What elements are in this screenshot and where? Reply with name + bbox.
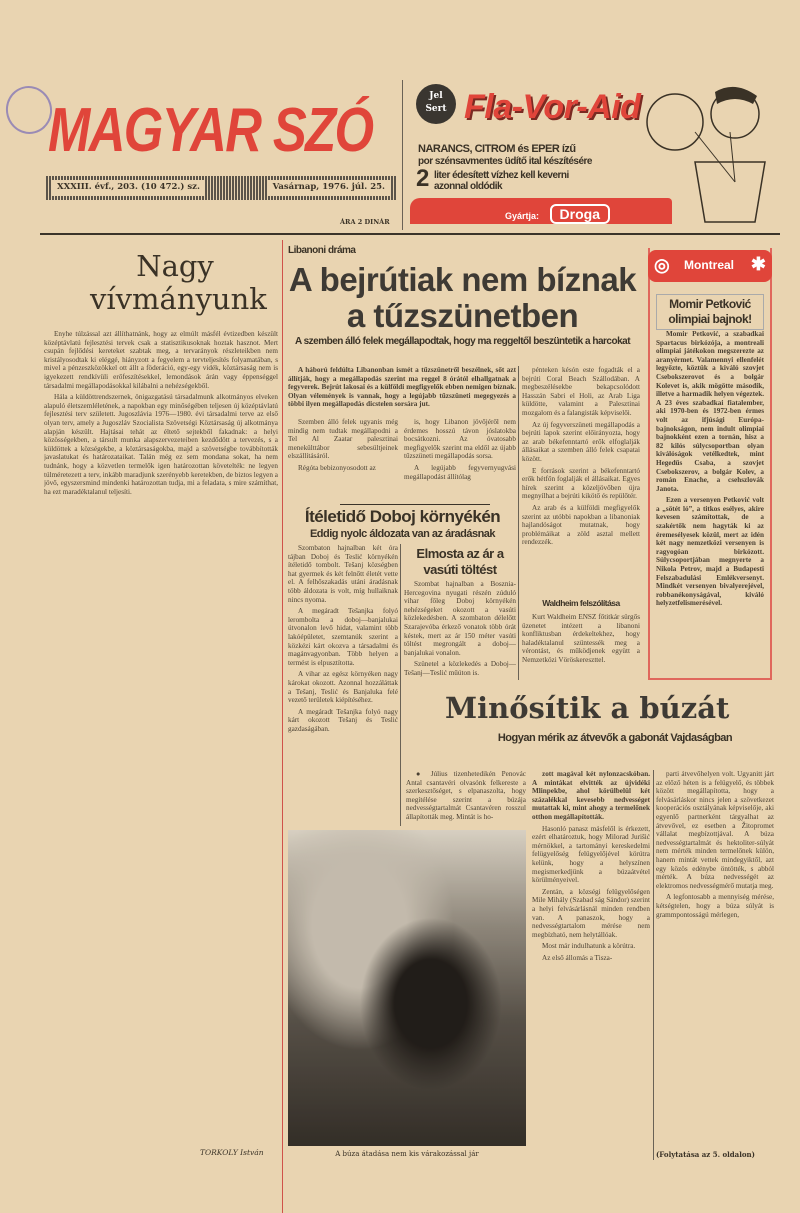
column-rule <box>282 240 283 1213</box>
montreal-banner <box>648 250 772 282</box>
photo-caption: A búza átadása nem kis várakozással jár <box>335 1150 479 1158</box>
lebanon-lead: A háború feldúlta Libanonban ismét a tűzszünetről beszélnek, sőt azt állítják, hogy a megállapodás szerint ma reggel 8 órától elhallgatnak a fegyverek. Bejrút lakosai és a külföldi megfigyelők ebben nemigen bíznak. Olyan vélemények is vannak, hogy a legújabb tűzszüneti megegyezés a többi ilyen megállapodás dicstelen sorsára jut. <box>288 366 516 409</box>
olympic-title: Momir Petković olimpiai bajnok! <box>656 294 764 330</box>
wheat-col1: ● Július tizenhetedikén Penovác Antal csantavéri olvasónk felkereste a szerkesztőséget, s elpanaszolta, hogy megítélése szerint a búzája nedvességtartalmát Csantavéren rosszul állapították meg. Mintát is ho- <box>406 770 526 821</box>
wheat-col2: zott magával két nylonzacskóban. A mintákat elvitték az újvidéki Mlinpekbe, ahol körülbelül két százalékkal kevesebb nedvességet mutattak ki, mint ahogy a termelőnek otthon megállapították. Hasonló panasz másfelől is érkezett, ezért elhatároztuk, hogy Milorad Jurišić mérnökkel, a tartományi kereskedelmi felügyelőség felügyelőjével körútra kelünk, hogy a helyszínen megismerkedjünk a búzaátvétel körülményeivel. Zentán, a községi felügyelőségen Mile Mihály (Szabad ság Sándor) szerint a helyi felvásárlásnál minden rendben van. A panaszok, hogy a nedvességtartalom mérése nem megbízható, nem helytállóak. Most már indulhatunk a körútra. Az első állomás a Tisza- <box>532 770 650 962</box>
wheat-delivery-photo <box>288 830 526 1146</box>
masthead-logo: MAGYAR SZÓ <box>48 96 373 165</box>
olympic-body: Momir Petković, a szabadkai Spartacus birkózója, a montreali olimpiai játékokon megszerezte az aranyérmet. Valamennyi ellenfelét legyőzte, köztük a kiváló szovjet Csebokszerovot és a bolgár Kolevet is, akik mögötte második, illetve a harmadik helyen végeztek. A 23 éves szabadkai fiatalember, aki 1970-ben és 1972-ben érmes volt az ifjúsági Európa-bajnokságon, nem indult olimpiai bajnokként ezen a tornán, hisz a 82 kilós súlycsoportban olyan kiválóságok vetélkedtek, mint Hegedűs Csaba, a szovjet Csebokszerov, a bolgár Kolev, a román Enache, a csehszlovák Janota. Ezen a versenyen Petković volt a „sötét ló”, a titkos esélyes, akire kevesen számítottak, de a szakértők nem hagyták ki az éremesélyesek közül, mert az idén két nagy nemzetközi versenyen is ragyogóan birkózott. Súlycsoportjában megnyerte a Nikola Petrov, majd a Budapesti Felszabadulási Emlékversenyt. Mindkét versenyen bivalyerejével, robbanékonyságával, kiváló helyzetfelismerésével. <box>656 330 764 608</box>
droga-logo: Droga <box>550 204 610 224</box>
price: ÁRA 2 DINÁR <box>340 218 390 226</box>
doboj-col2: Szombat hajnalban a Bosznia-Hercegovina nyugati részén zúduló vihar főleg Doboj környékén nehézségeket okozott a vasúti közlekedésben. A szombaton délelőtt Szarajevóba érkező vonatok több órát késtek, mert az ár 150 méter vasúti töltést megrongált a doboj—banjalukai vonalon. Szünetel a közlekedés a Doboj—Tešanj—Teslić műúton is. <box>404 580 516 677</box>
paragraph: Enyhe túlzással azt állíthatnánk, hogy az elmúlt másfél évtizedben készült középtávlatú fejlesztési tervek csak a statisztikusoknak hoztak hasznot. Mert csupán fejlődési kereteket szabtak meg, a tervarányok részleteikben nem kristályosodtak ki eléggé, hiányzott a fegyelem a tervteljesítés folyamatában, s mivel a pénzeszközökkel ott állt a föderáció, egy-egy vidék, köztársaság nem is igyekezett rendkívüli erőfeszítésekkel, lemondások árán vagy éppenséggel társadalmi megállapodásokkal kilábalni a nehézségekből. <box>44 330 278 390</box>
ad-number: 2 <box>416 165 429 192</box>
olympic-rings-icon: ◎ <box>654 255 670 275</box>
lebanon-col1: Szemben álló felek ugyanis még mindig nem tudtak megállapodni a Tel Al Zaatar palesztinai menekülttábor sebesültjeinek elszállításáról. Régóta bebizonyosodott az <box>288 418 398 472</box>
ad-line: NARANCS, CITROM és EPER ízű <box>418 143 576 155</box>
column-rule <box>653 770 654 1160</box>
wheat-deck: Hogyan mérik az átvevők a gabonát Vajdaságban <box>497 732 733 744</box>
doboj-deck: Eddig nyolc áldozata van az áradásnak <box>309 528 496 540</box>
continued-note: (Folytatása az 5. oldalon) <box>656 1150 755 1159</box>
section-rule <box>340 504 490 505</box>
paragraph: Hála a küldöttrendszernek, önigazgatású társadalmunk alkotmányos elveken alapuló életszemléletének, a napokban egy minőségében teljesen új középtávlatú fejlesztési terv született. Jugoszlávia 1976—1980. évi társadalmi terve az első olyan terv, amely a Jugoszláv Szocialista Szövetségi Köztársaság új alkotmánya alapján készült. Hajtásai tehát az éltető sejtekből fakadnak: a helyi közösségekben, a társult munka alapszervezeteiben kezdődött a tervezés, s a küldöttek a községekbe, a köztársaságokba, majd a szövetségbe továbbították javaslatukat és határozataikat. Talán még ez sem mondana sokat, ha nem tudnánk, hogy a közvetlen termelők igen határozottan követelték: ne legyen túlméretezett a terv, inkább maradjunk szerényebb keretekben, de biztos legyen a jövő, egyszersmind mindenki határozottan tudja, mi a feladata, s mire számíthat, ha ezt maradéktalanul teljesíti. <box>44 393 278 496</box>
issue-volume: XXXIII. évf., 203. (10 472.) sz. <box>52 180 205 196</box>
ad-line: azonnal oldódik <box>434 181 503 192</box>
author: TORKOLY István <box>200 1148 264 1157</box>
children-drinking-illustration <box>635 82 775 224</box>
masthead-rule <box>40 233 780 235</box>
issue-date: Vasárnap, 1976. júl. 25. <box>268 180 390 196</box>
column-rule <box>400 544 401 826</box>
lebanon-deck: A szemben álló felek megállapodtak, hogy ma reggeltől beszüntetik a harcokat <box>294 336 631 347</box>
left-article-title: Nagy vívmányunk <box>90 249 267 316</box>
column-rule <box>518 366 519 680</box>
flavoraid-advertisement <box>410 80 778 228</box>
lebanon-col3: pénteken késón este fogadták el a bejrúti Coral Beach Szállodában. A megbeszélésekbe bekapcsolódott Hasszán Sabri el Holi, az Arab Liga küldötte, valamint a Palesztinai mozgalom és a falangisták képviselői. Az új fegyverszüneti megállapodás a bejrúti lapok szerint előirányozta, hogy az arab békefenntartó erők elfoglalják állásaikat a szemben álló felek csapatai között. E források szerint a békefenntartó erők hétfőn foglalják el állásaikat. Egyes hírek szerint a közeljövőben újra megnyílhat a bejrúti kikötő és repülőtér. Az arab és a külföldi megfigyelők szerint az utóbbi napokban a libanoniak hajlandóságot mutatnak, hogy problémáikat a zöld asztal mellett rendezzék. <box>522 366 640 547</box>
doboj-col1: Szombaton hajnalban két óra tájban Doboj és Teslić környékén ítéletidő tombolt. Tešanj községben hat gyermek és két felnőtt életét vette el. A felhőszakadás utáni áradásnak több áldozata is volt, míg hullaiknak nincs nyoma. A megáradt Tešanjka folyó lerombolta a doboj—banjalukai útvonalon levő hidat, valamint több lakóépületet, szemtanúk szerint a közkézi kárt okozva a társadalmi és magánvagyonban. Több helyen a termést is elpusztította. A vihar az egész környéken nagy károkat okozott. Azonnal hozzáláttak a Tešanj, Teslić és Banjaluka felé vezető területek kiépítéséhez. A megáradt Tešanjka folyó nagy kárt okozott Tešanj és Teslić gazdaságában. <box>288 544 398 733</box>
lebanon-title: A bejrútiak nem bíznak a tűzszünetben <box>288 261 637 334</box>
maple-leaf-icon: ✱ <box>750 254 766 274</box>
lebanon-kicker: Libanoni dráma <box>288 245 356 256</box>
doboj-subhead: Elmosta az ár a vasúti töltést <box>416 546 504 577</box>
ad-line: por szénsavmentes üdítő ital készítésére <box>418 156 592 167</box>
waldheim-subhead: Waldheim felszólítása <box>542 598 620 608</box>
ad-line: liter édesített vízhez kell keverni <box>434 170 569 181</box>
montreal-label: Montreal <box>684 258 735 272</box>
brand-name: Fla-Vor-Aid <box>464 88 641 126</box>
issue-bar <box>46 176 396 200</box>
doboj-title: Ítéletidő Doboj környékén <box>304 507 501 526</box>
wheat-col3: parti átvevőhelyen volt. Ugyanitt járt az előző héten is a felügyelő, és többek között megállapította, hogy a felvásárláskor nincs jelen a szövetkezet kooperációs osztályának képviselője, aki egyenlő partnerként tárgyalhat az átvevővel, ez esetben a Žitopromet vállalat megbízottjával. A búza nedvességtartalmát és hektoliter-súlyát nem mérték minden termelőnek külön, hanem mintát vettek mindegyiktől, azt egy közös edénybe öntötték, s abból mérték. A búza nedvességét az elektromos nedvességmérő mutatja meg. A legfontosabb a mennyiség mérése, kétségtelen, hogy a búza súlyát is grammpontosságú mérlegen, <box>656 770 774 919</box>
left-article-body <box>44 330 278 1140</box>
lebanon-col3b: Kurt Waldheim ENSZ főtitkár sürgős üzenetet intézett a libanoni konfliktusban érdekeltekhez, hogy haladéktalanul szüntessék meg a vérontást, és működjenek együtt a Nemzetközi Vöröskereszttel. <box>522 613 640 664</box>
lebanon-col2: is, hogy Libanon jövőjéről nem érdemes hosszú távon jóslatokba bocsátkozni. Az óvatosabb megfigyelők szerint ma eldől az újabb tűzszüneti megállapodás sorsa. A legújabb fegyvernyugvási megállapodást állítólag <box>404 418 516 481</box>
jelsert-badge-icon: Jel Sert <box>416 84 456 124</box>
wheat-title: Minősítik a búzát <box>445 691 730 725</box>
ad-maker-band: Gyártja: Droga <box>410 198 672 224</box>
column-rule <box>402 80 403 230</box>
